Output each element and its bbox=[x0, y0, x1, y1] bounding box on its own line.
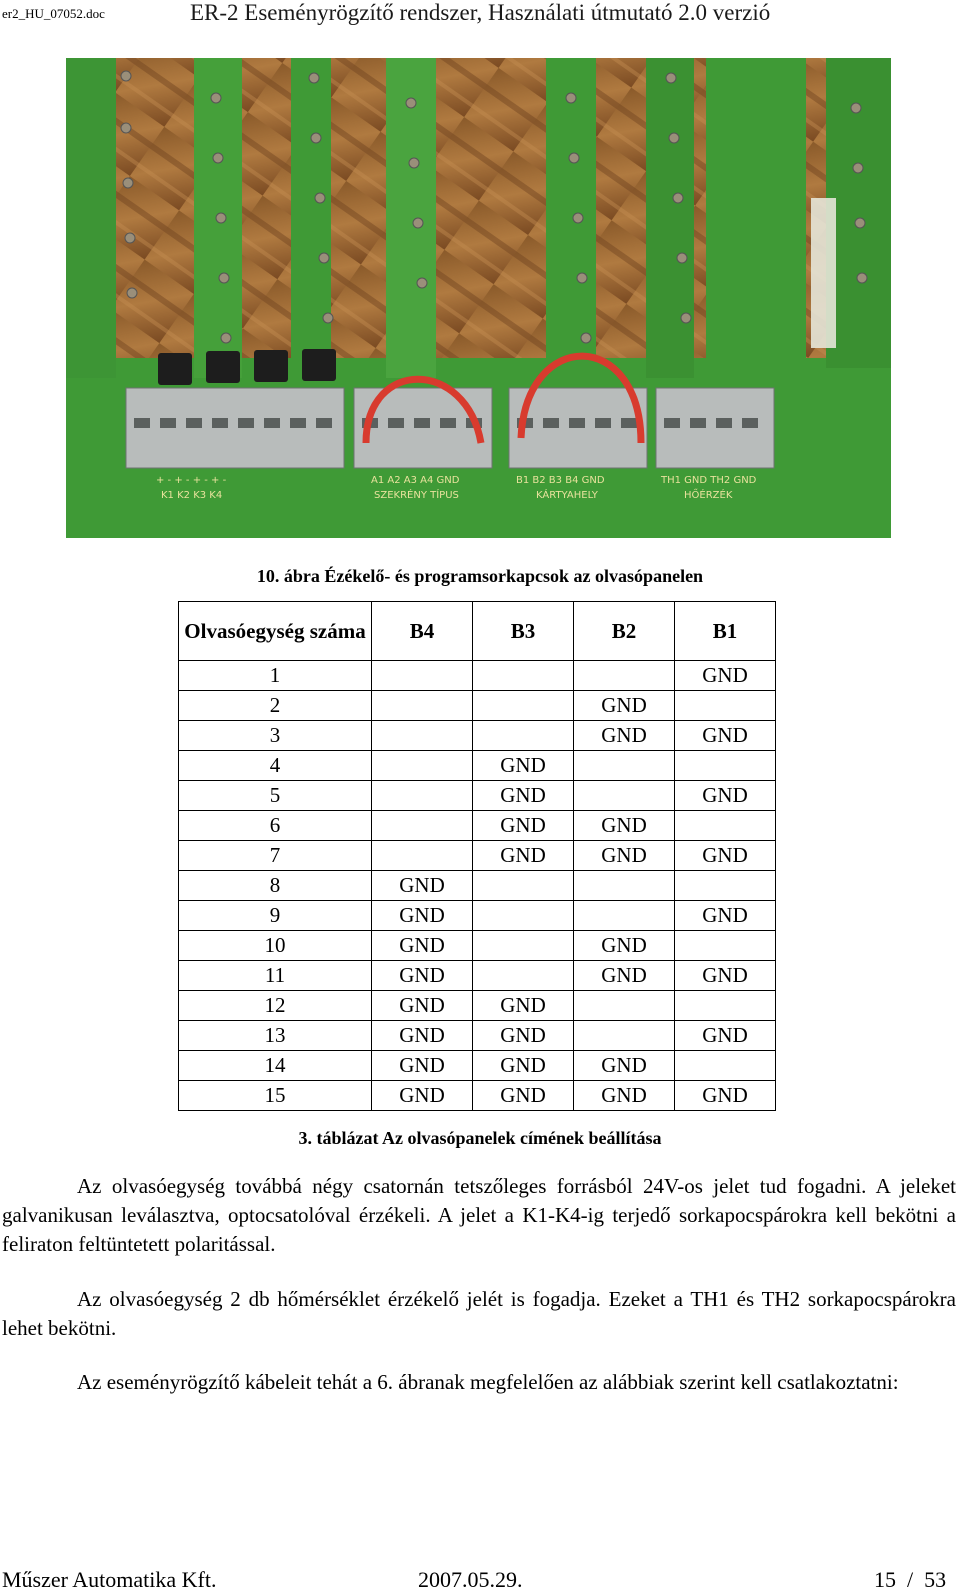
unit-number-cell: 13 bbox=[179, 1021, 372, 1051]
jumper-cell bbox=[574, 661, 675, 691]
footer-company: Műszer Automatika Kft. bbox=[2, 1567, 217, 1592]
jumper-cell: GND bbox=[574, 811, 675, 841]
unit-number-cell: 6 bbox=[179, 811, 372, 841]
table-row bbox=[179, 811, 776, 841]
jumper-cell: GND bbox=[675, 781, 776, 811]
jumper-cell bbox=[574, 991, 675, 1021]
label-k: K1 K2 K3 K4 bbox=[161, 490, 223, 501]
jumper-cell: GND bbox=[574, 1081, 675, 1111]
table-row bbox=[179, 901, 776, 931]
jumper-cell bbox=[372, 691, 473, 721]
reader-panel-photo bbox=[66, 58, 891, 538]
jumper-cell bbox=[372, 781, 473, 811]
jumper-cell: GND bbox=[574, 721, 675, 751]
jumper-cell bbox=[675, 751, 776, 781]
jumper-cell: GND bbox=[473, 781, 574, 811]
jumper-cell: GND bbox=[574, 931, 675, 961]
jumper-cell: GND bbox=[675, 1081, 776, 1111]
paragraph-2-text: Az olvasóegység 2 db hőmérséklet érzékelő jelét is fogadja. Ezeket a TH1 és TH2 sorkapocspárokra lehet bekötni. bbox=[2, 1287, 956, 1340]
label-th: TH1 GND TH2 GND bbox=[661, 475, 757, 486]
footer-date: 2007.05.29. bbox=[418, 1567, 523, 1592]
jumper-cell bbox=[473, 931, 574, 961]
label-kartyahely: KÁRTYAHELY bbox=[536, 490, 598, 501]
jumper-cell: GND bbox=[574, 691, 675, 721]
col-header-b1: B1 bbox=[675, 602, 776, 661]
jumper-cell bbox=[473, 661, 574, 691]
table-row bbox=[179, 1021, 776, 1051]
jumper-cell: GND bbox=[675, 961, 776, 991]
address-table bbox=[178, 601, 776, 1111]
unit-number-cell: 10 bbox=[179, 931, 372, 961]
jumper-cell: GND bbox=[675, 721, 776, 751]
col-header-b4: B4 bbox=[372, 602, 473, 661]
table-row bbox=[179, 991, 776, 1021]
jumper-cell bbox=[675, 691, 776, 721]
jumper-cell: GND bbox=[473, 811, 574, 841]
label-b: B1 B2 B3 B4 GND bbox=[516, 475, 605, 486]
jumper-cell: GND bbox=[473, 991, 574, 1021]
unit-number-cell: 12 bbox=[179, 991, 372, 1021]
terminal-blocks bbox=[126, 388, 774, 468]
header-title: ER-2 Eseményrögzítő rendszer, Használati útmutató 2.0 verzió bbox=[190, 0, 771, 25]
jumper-cell: GND bbox=[372, 1081, 473, 1111]
jumper-cell bbox=[372, 811, 473, 841]
label-a: A1 A2 A3 A4 GND bbox=[371, 475, 460, 486]
table-caption: 3. táblázat Az olvasópanelek címének beállítása bbox=[298, 1128, 662, 1148]
table-row bbox=[179, 1051, 776, 1081]
paragraph-3-text: Az eseményrögzítő kábeleit tehát a 6. ábranak megfelelően az alábbiak szerint kell csatlakoztatni: bbox=[77, 1370, 899, 1394]
jumper-cell bbox=[372, 841, 473, 871]
jumper-cell: GND bbox=[574, 1051, 675, 1081]
table-row bbox=[179, 721, 776, 751]
jumper-cell bbox=[473, 901, 574, 931]
paragraph-1-text: Az olvasóegység továbbá négy csatornán tetszőleges forrásból 24V-os jelet tud fogadni. A jeleket galvanikusan leválasztva, optocsatolóval érzékeli. A jelet a K1-K4-ig terjedő sorkapocspárokra kell bekötni a feliraton feltüntetett polaritással. bbox=[2, 1174, 956, 1256]
table-row bbox=[179, 691, 776, 721]
figure-caption: 10. ábra Ézékelő- és programsorkapcsok az olvasópanelen bbox=[256, 566, 704, 586]
jumper-cell bbox=[372, 751, 473, 781]
jumper-cell bbox=[574, 1021, 675, 1051]
jumper-cell bbox=[675, 931, 776, 961]
jumper-cell: GND bbox=[473, 841, 574, 871]
table-row bbox=[179, 1081, 776, 1111]
jumper-cell bbox=[675, 1051, 776, 1081]
unit-number-cell: 14 bbox=[179, 1051, 372, 1081]
jumper-cell bbox=[574, 751, 675, 781]
jumper-cell bbox=[473, 721, 574, 751]
jumper-cell: GND bbox=[372, 1051, 473, 1081]
jumper-cell bbox=[473, 961, 574, 991]
col-header-unit: Olvasóegység száma bbox=[179, 602, 372, 661]
unit-number-cell: 4 bbox=[179, 751, 372, 781]
jumper-cell: GND bbox=[574, 841, 675, 871]
jumper-cell bbox=[675, 871, 776, 901]
paragraph-2 bbox=[2, 1285, 956, 1343]
table-row bbox=[179, 751, 776, 781]
table-row bbox=[179, 661, 776, 691]
table-row bbox=[179, 841, 776, 871]
jumper-cell bbox=[473, 691, 574, 721]
label-k1-4: + - + - + - + - bbox=[156, 475, 227, 486]
jumper-cell: GND bbox=[372, 1021, 473, 1051]
unit-number-cell: 8 bbox=[179, 871, 372, 901]
label-hoerzek: HŐÉRZÉK bbox=[684, 490, 733, 501]
unit-number-cell: 9 bbox=[179, 901, 372, 931]
unit-number-cell: 7 bbox=[179, 841, 372, 871]
table-row bbox=[179, 871, 776, 901]
col-header-b2: B2 bbox=[574, 602, 675, 661]
jumper-cell bbox=[372, 661, 473, 691]
jumper-cell: GND bbox=[473, 751, 574, 781]
jumper-cell: GND bbox=[372, 901, 473, 931]
unit-number-cell: 15 bbox=[179, 1081, 372, 1111]
jumper-cell bbox=[372, 721, 473, 751]
jumper-cell: GND bbox=[675, 661, 776, 691]
unit-number-cell: 3 bbox=[179, 721, 372, 751]
jumper-cell bbox=[675, 811, 776, 841]
table-row bbox=[179, 961, 776, 991]
jumper-cell: GND bbox=[372, 991, 473, 1021]
col-header-b3: B3 bbox=[473, 602, 574, 661]
jumper-cell: GND bbox=[372, 931, 473, 961]
table-header-row bbox=[179, 602, 776, 661]
unit-number-cell: 11 bbox=[179, 961, 372, 991]
jumper-cell: GND bbox=[675, 841, 776, 871]
jumper-cell bbox=[574, 781, 675, 811]
jumper-cell: GND bbox=[473, 1021, 574, 1051]
table-row bbox=[179, 781, 776, 811]
jumper-cell: GND bbox=[675, 901, 776, 931]
footer-page-number: 15 / 53 bbox=[874, 1567, 947, 1592]
jumper-cell: GND bbox=[675, 1021, 776, 1051]
label-szekreny: SZEKRÉNY TÍPUS bbox=[374, 490, 459, 501]
header-filename: er2_HU_07052.doc bbox=[2, 6, 105, 21]
unit-number-cell: 5 bbox=[179, 781, 372, 811]
jumper-cell: GND bbox=[372, 961, 473, 991]
unit-number-cell: 2 bbox=[179, 691, 372, 721]
jumper-cell: GND bbox=[473, 1051, 574, 1081]
jumper-cell bbox=[574, 871, 675, 901]
jumper-cell: GND bbox=[372, 871, 473, 901]
jumper-cell bbox=[675, 991, 776, 1021]
paragraph-1 bbox=[2, 1172, 956, 1259]
jumper-cell bbox=[574, 901, 675, 931]
unit-number-cell: 1 bbox=[179, 661, 372, 691]
jumper-cell bbox=[473, 871, 574, 901]
jumper-cell: GND bbox=[574, 961, 675, 991]
jumper-cell: GND bbox=[473, 1081, 574, 1111]
paragraph-3 bbox=[2, 1368, 956, 1397]
table-row bbox=[179, 931, 776, 961]
